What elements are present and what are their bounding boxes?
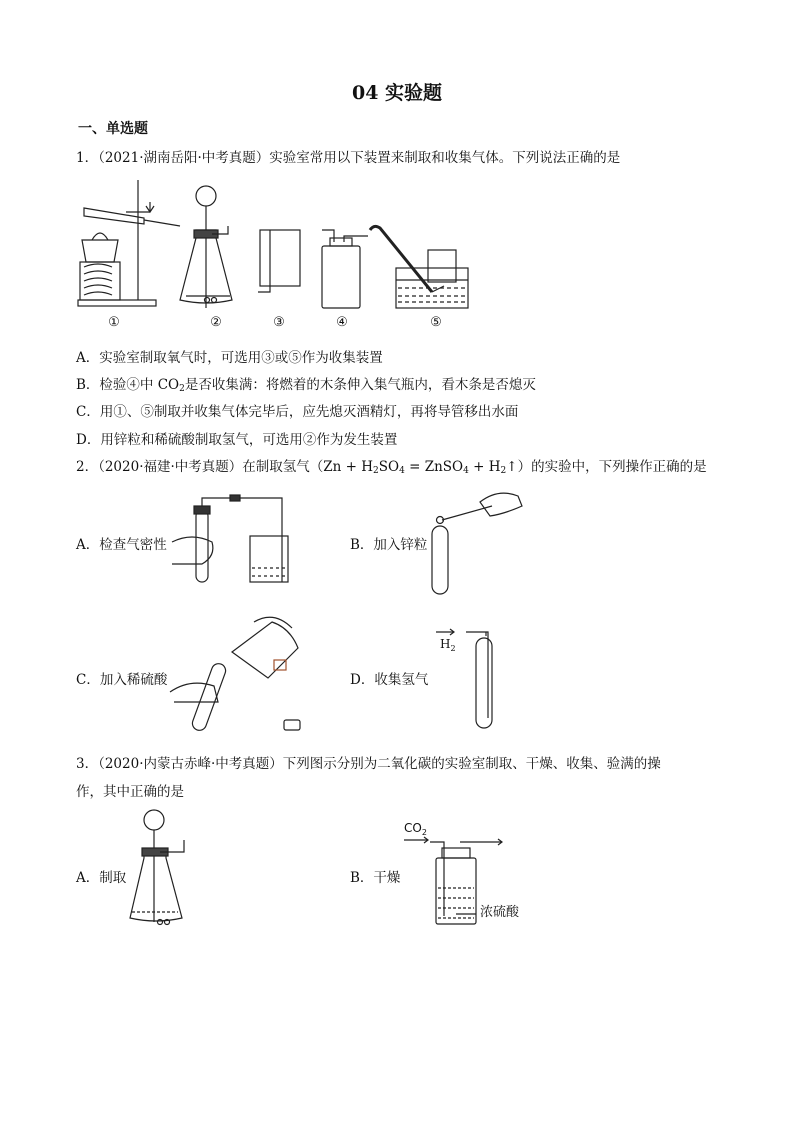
apparatus-5-water-trough — [370, 226, 468, 308]
figure-label-1: ① — [108, 315, 120, 330]
page-title: 04 实验题 — [351, 82, 443, 104]
q2-figure-d-collect — [430, 620, 510, 732]
section-heading: 一、单选题 — [78, 121, 148, 137]
figure-label-4: ④ — [336, 315, 348, 330]
q3-option-b: B．干燥 — [350, 870, 401, 886]
q3-stem-line2: 作，其中正确的是 — [76, 784, 184, 800]
q2-option-d: D．收集氢气 — [350, 672, 429, 688]
q3-stem-line1: 3．（2020·内蒙古赤峰·中考真题）下列图示分别为二氧化碳的实验室制取、干燥、收集、验满的操 — [76, 756, 661, 772]
figure-label-3: ③ — [273, 315, 285, 330]
figure-label-5: ⑤ — [430, 315, 442, 330]
q1-option-b: B．检验④中 $CO_2$是否收集满：将燃着的木条伸入集气瓶内，看木条是否熄灭 — [76, 377, 536, 394]
q3-figure-a-produce — [126, 804, 196, 936]
apparatus-1-heating — [78, 180, 180, 306]
q2-option-a: A．检查气密性 — [76, 537, 167, 553]
q2-option-b: B．加入锌粒 — [350, 537, 428, 553]
apparatus-3-downward — [258, 230, 300, 292]
q1-option-d: D．用锌粒和稀硫酸制取氢气，可选用②作为发生装置 — [76, 432, 398, 448]
q2-figure-a-airtight — [166, 490, 296, 590]
q1-stem: 1．（2021·湖南岳阳·中考真题）实验室常用以下装置来制取和收集气体。下列说法正确的是 — [76, 150, 621, 166]
q3-option-a: A．制取 — [76, 870, 127, 886]
q2-option-c: C．加入稀硫酸 — [76, 672, 168, 688]
q1-apparatus-figure — [72, 172, 482, 332]
co2-label: $CO_2$ — [404, 821, 427, 837]
q2-stem: 2．（2020·福建·中考真题）在制取氢气（$Zn + H_2SO_4$ = ZnSO$_4$ + $H_2↑$）的实验中，下列操作正确的是 — [76, 459, 707, 476]
h2-label: $H_2$ — [440, 637, 456, 653]
apparatus-4-gas-bottle — [322, 230, 368, 308]
q2-figure-b-add-zinc — [428, 486, 528, 598]
acid-label: 浓硫酸 — [480, 905, 520, 920]
apparatus-2-flask — [180, 186, 232, 308]
q1-option-a: A．实验室制取氧气时，可选用③或⑤作为收集装置 — [76, 350, 383, 366]
q2-figure-c-add-acid — [166, 612, 316, 744]
q1-option-c: C．用①、⑤制取并收集气体完毕后，应先熄灭酒精灯，再将导管移出水面 — [76, 404, 519, 420]
q3-figure-b-dry — [400, 818, 540, 932]
figure-label-2: ② — [210, 315, 222, 330]
